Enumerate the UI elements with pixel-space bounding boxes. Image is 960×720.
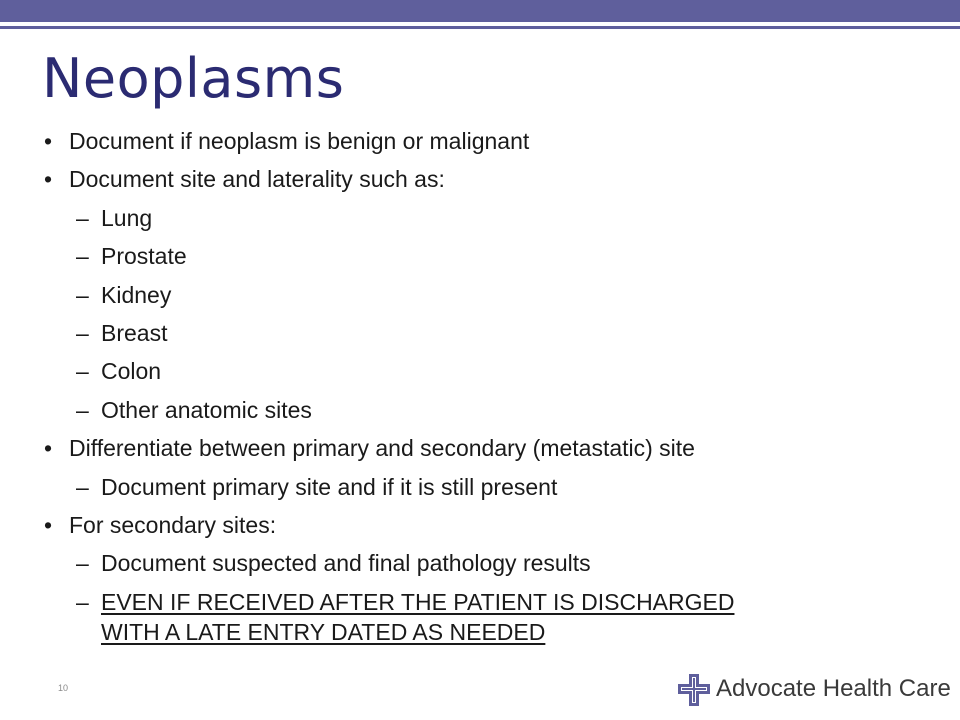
bullet-marker: •	[44, 435, 53, 461]
list-item: Kidney	[101, 282, 172, 308]
list-item: Colon	[101, 358, 162, 384]
medical-cross-icon	[676, 670, 712, 710]
list-item: Prostate	[101, 243, 187, 269]
list-item: Other anatomic sites	[101, 397, 312, 423]
advocate-logo	[676, 670, 951, 710]
dash-marker: –	[76, 550, 89, 576]
list-item: Breast	[101, 320, 168, 346]
slide-title: Neoplasms	[42, 47, 345, 110]
dash-marker: –	[76, 474, 89, 500]
dash-marker: –	[76, 282, 89, 308]
bullet-marker: •	[44, 166, 53, 192]
list-item: Differentiate between primary and secondary (metastatic) site	[69, 435, 695, 461]
page-number: 10	[58, 683, 69, 693]
dash-marker: –	[76, 589, 89, 615]
dash-marker: –	[76, 320, 89, 346]
list-item: Document primary site and if it is still present	[101, 474, 558, 500]
dash-marker: –	[76, 358, 89, 384]
list-item: Document suspected and final pathology results	[101, 550, 591, 576]
list-item-emphasis: EVEN IF RECEIVED AFTER THE PATIENT IS DISCHARGED	[101, 589, 735, 615]
logo-text: Advocate Health Care	[716, 675, 951, 702]
list-item: For secondary sites:	[69, 512, 277, 538]
list-item: Document site and laterality such as:	[69, 166, 445, 192]
list-item: Document if neoplasm is benign or malignant	[69, 128, 530, 154]
dash-marker: –	[76, 243, 89, 269]
bullet-marker: •	[44, 512, 53, 538]
list-item-emphasis-continued: WITH A LATE ENTRY DATED AS NEEDED	[101, 619, 546, 645]
list-item: Lung	[101, 205, 153, 231]
dash-marker: –	[76, 205, 89, 231]
bullet-marker: •	[44, 128, 53, 154]
dash-marker: –	[76, 397, 89, 423]
